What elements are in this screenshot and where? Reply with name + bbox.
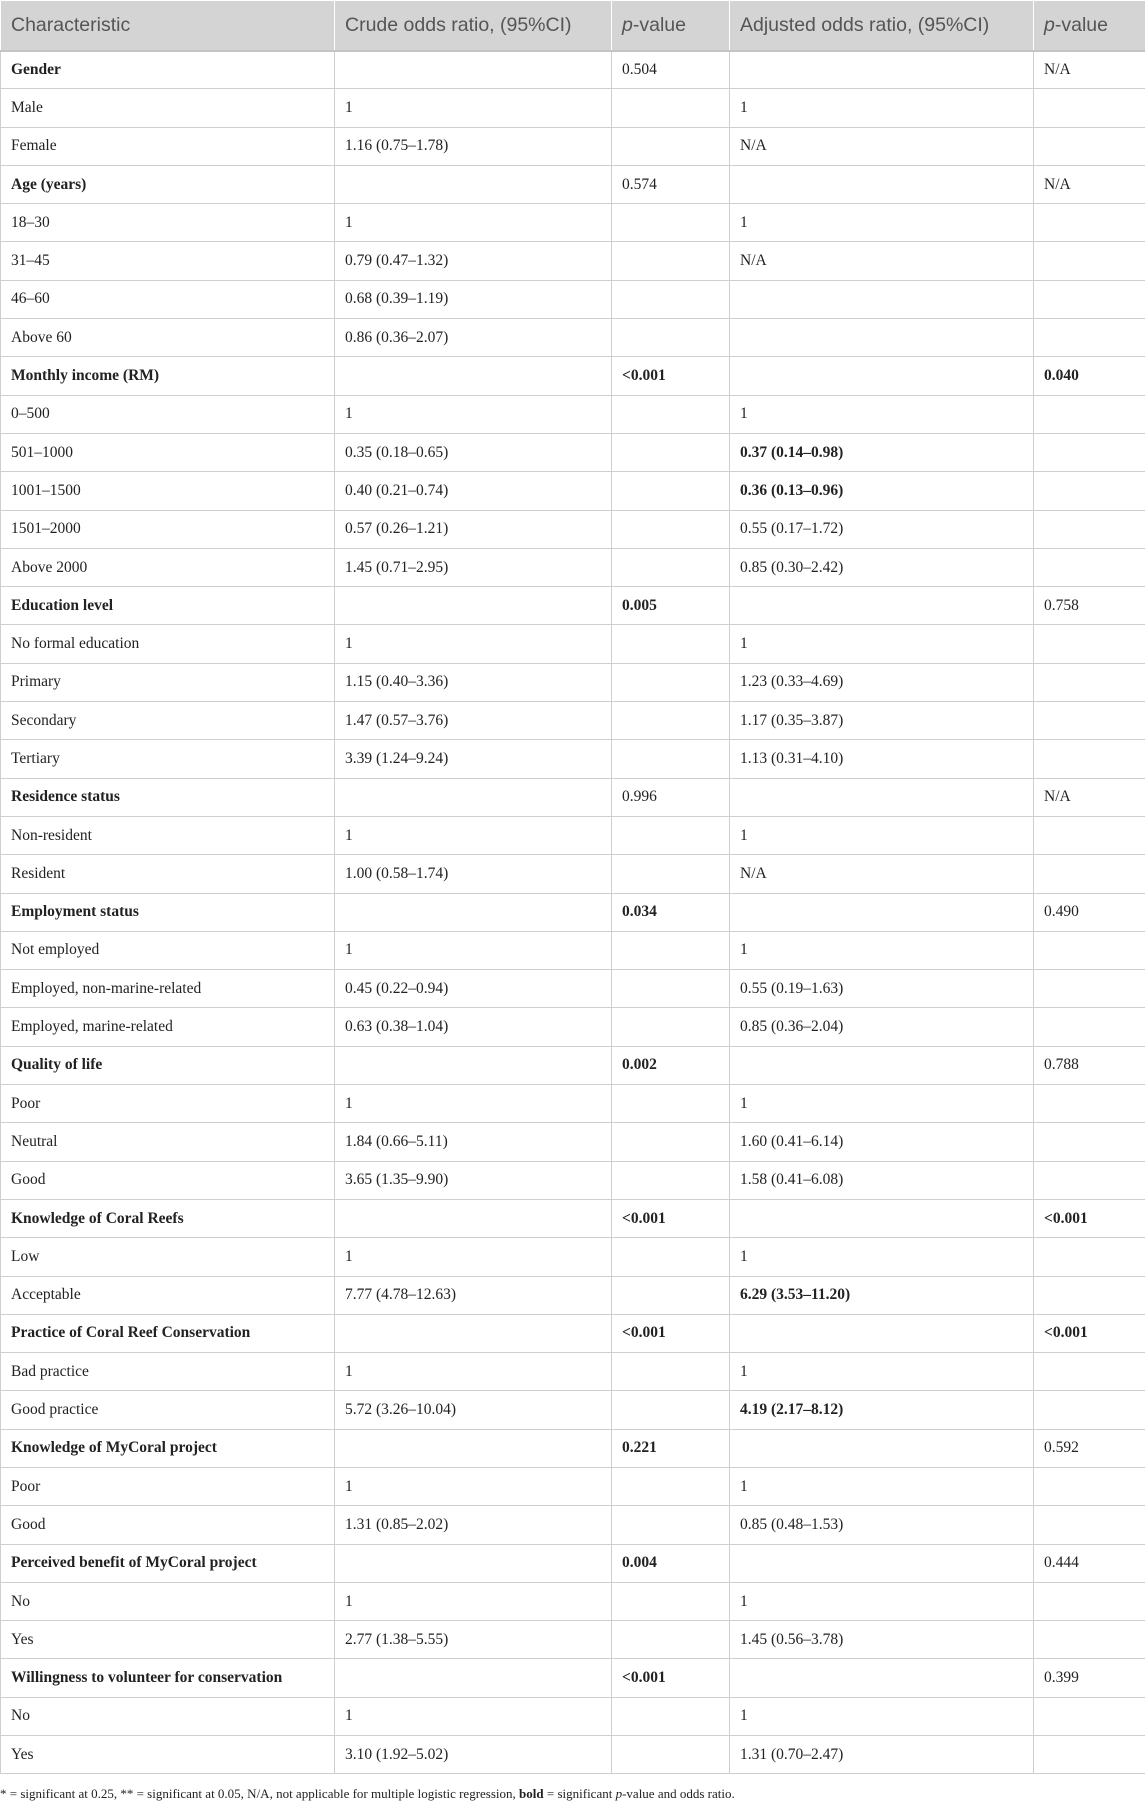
header-p-italic: p <box>1044 13 1055 36</box>
cell-adjusted-odds-ratio <box>730 280 1034 318</box>
table-row <box>1 816 1145 854</box>
cell-characteristic: Poor <box>1 1467 335 1505</box>
cell-crude-odds-ratio: 7.77 (4.78–12.63) <box>335 1276 612 1314</box>
cell-characteristic: 1501–2000 <box>1 510 335 548</box>
cell-adjusted-odds-ratio: 1 <box>730 395 1034 433</box>
cell-crude-odds-ratio: 1 <box>335 1582 612 1620</box>
cell-crude-odds-ratio: 0.40 (0.21–0.74) <box>335 472 612 510</box>
cell-crude-odds-ratio: 3.39 (1.24–9.24) <box>335 740 612 778</box>
header-adjusted-odds-ratio: Adjusted odds ratio, (95%CI) <box>730 1 1034 51</box>
cell-adjusted-odds-ratio: 1 <box>730 89 1034 127</box>
cell-characteristic: 31–45 <box>1 242 335 280</box>
cell-adjusted-odds-ratio: 1 <box>730 1582 1034 1620</box>
cell-crude-odds-ratio <box>335 1314 612 1352</box>
cell-adjusted-p-value <box>1034 280 1145 318</box>
cell-adjusted-p-value <box>1034 395 1145 433</box>
cell-characteristic: 18–30 <box>1 204 335 242</box>
table-row-category <box>1 1199 1145 1237</box>
cell-adjusted-odds-ratio <box>730 893 1034 931</box>
cell-characteristic: Perceived benefit of MyCoral project <box>1 1544 335 1582</box>
header-crude-odds-ratio: Crude odds ratio, (95%CI) <box>335 1 612 51</box>
cell-crude-odds-ratio <box>335 587 612 625</box>
table-row <box>1 1506 1145 1544</box>
cell-characteristic: 0–500 <box>1 395 335 433</box>
cell-crude-p-value <box>612 1238 730 1276</box>
cell-adjusted-p-value <box>1034 970 1145 1008</box>
table-row <box>1 1697 1145 1735</box>
cell-crude-p-value <box>612 1621 730 1659</box>
cell-crude-odds-ratio: 1.45 (0.71–2.95) <box>335 548 612 586</box>
cell-crude-p-value <box>612 702 730 740</box>
cell-adjusted-odds-ratio: N/A <box>730 242 1034 280</box>
cell-adjusted-odds-ratio: 1 <box>730 931 1034 969</box>
header-characteristic: Characteristic <box>1 1 335 51</box>
cell-crude-p-value <box>612 816 730 854</box>
table-row <box>1 89 1145 127</box>
table-row <box>1 242 1145 280</box>
cell-characteristic: 501–1000 <box>1 433 335 471</box>
table-row-category <box>1 1544 1145 1582</box>
table-row <box>1 1467 1145 1505</box>
cell-adjusted-p-value <box>1034 1085 1145 1123</box>
cell-crude-p-value <box>612 472 730 510</box>
cell-adjusted-odds-ratio <box>730 778 1034 816</box>
footnote-text: * = significant at 0.25, ** = significant at 0.05, N/A, not applicable for multiple logistic regression, <box>0 1786 520 1802</box>
table-row <box>1 1161 1145 1199</box>
cell-characteristic: Employed, non-marine-related <box>1 970 335 1008</box>
cell-crude-p-value <box>612 204 730 242</box>
table-row <box>1 625 1145 663</box>
cell-characteristic: Non-resident <box>1 816 335 854</box>
table-row <box>1 319 1145 357</box>
cell-crude-p-value <box>612 1736 730 1774</box>
cell-crude-odds-ratio: 0.86 (0.36–2.07) <box>335 319 612 357</box>
cell-adjusted-odds-ratio: 0.36 (0.13–0.96) <box>730 472 1034 510</box>
cell-adjusted-odds-ratio: 1 <box>730 1353 1034 1391</box>
cell-crude-odds-ratio <box>335 778 612 816</box>
cell-adjusted-p-value <box>1034 1391 1145 1429</box>
table-row <box>1 548 1145 586</box>
cell-adjusted-odds-ratio <box>730 1199 1034 1237</box>
cell-characteristic: Good <box>1 1161 335 1199</box>
cell-characteristic: Monthly income (RM) <box>1 357 335 395</box>
cell-crude-p-value <box>612 1008 730 1046</box>
cell-adjusted-p-value <box>1034 433 1145 471</box>
cell-characteristic: Acceptable <box>1 1276 335 1314</box>
cell-adjusted-odds-ratio <box>730 357 1034 395</box>
table-row <box>1 472 1145 510</box>
cell-crude-p-value: 0.504 <box>612 51 730 89</box>
cell-adjusted-odds-ratio: 0.55 (0.17–1.72) <box>730 510 1034 548</box>
table-row <box>1 127 1145 165</box>
table-body <box>1 51 1145 1774</box>
cell-characteristic: Tertiary <box>1 740 335 778</box>
cell-crude-odds-ratio: 1 <box>335 89 612 127</box>
cell-adjusted-odds-ratio <box>730 319 1034 357</box>
cell-adjusted-odds-ratio: 1 <box>730 1238 1034 1276</box>
cell-adjusted-p-value <box>1034 89 1145 127</box>
cell-crude-p-value <box>612 89 730 127</box>
table-row <box>1 702 1145 740</box>
cell-characteristic: Employed, marine-related <box>1 1008 335 1046</box>
cell-crude-p-value: 0.996 <box>612 778 730 816</box>
cell-characteristic: Knowledge of Coral Reefs <box>1 1199 335 1237</box>
cell-adjusted-p-value: N/A <box>1034 51 1145 89</box>
cell-characteristic: No <box>1 1582 335 1620</box>
cell-characteristic: Above 2000 <box>1 548 335 586</box>
header-p-rest: -value <box>632 13 686 36</box>
cell-characteristic: Practice of Coral Reef Conservation <box>1 1314 335 1352</box>
table-row <box>1 1621 1145 1659</box>
cell-characteristic: Age (years) <box>1 165 335 203</box>
cell-adjusted-p-value <box>1034 1582 1145 1620</box>
table-row-category <box>1 893 1145 931</box>
table-row <box>1 855 1145 893</box>
cell-adjusted-odds-ratio: 1 <box>730 1085 1034 1123</box>
cell-adjusted-odds-ratio: 1 <box>730 204 1034 242</box>
cell-adjusted-odds-ratio: 1 <box>730 1697 1034 1735</box>
cell-adjusted-p-value: 0.758 <box>1034 587 1145 625</box>
cell-adjusted-p-value <box>1034 1008 1145 1046</box>
cell-crude-odds-ratio: 3.65 (1.35–9.90) <box>335 1161 612 1199</box>
table-row <box>1 1238 1145 1276</box>
cell-crude-p-value <box>612 548 730 586</box>
cell-adjusted-p-value: 0.444 <box>1034 1544 1145 1582</box>
cell-crude-odds-ratio: 0.79 (0.47–1.32) <box>335 242 612 280</box>
cell-adjusted-odds-ratio: 1.60 (0.41–6.14) <box>730 1123 1034 1161</box>
cell-crude-odds-ratio <box>335 1544 612 1582</box>
table-row-category <box>1 51 1145 89</box>
table-row <box>1 1008 1145 1046</box>
header-crude-p-value <box>612 1 730 51</box>
cell-crude-odds-ratio: 1 <box>335 625 612 663</box>
header-p-rest: -value <box>1054 13 1108 36</box>
cell-adjusted-p-value <box>1034 1238 1145 1276</box>
cell-adjusted-p-value <box>1034 702 1145 740</box>
cell-crude-p-value <box>612 395 730 433</box>
cell-crude-odds-ratio: 1.31 (0.85–2.02) <box>335 1506 612 1544</box>
cell-crude-p-value <box>612 970 730 1008</box>
cell-adjusted-p-value <box>1034 855 1145 893</box>
cell-crude-p-value <box>612 1276 730 1314</box>
cell-characteristic: No <box>1 1697 335 1735</box>
cell-crude-p-value <box>612 1123 730 1161</box>
cell-adjusted-p-value <box>1034 510 1145 548</box>
cell-adjusted-p-value <box>1034 242 1145 280</box>
cell-adjusted-odds-ratio: 1.23 (0.33–4.69) <box>730 663 1034 701</box>
cell-crude-odds-ratio <box>335 893 612 931</box>
table-row <box>1 1276 1145 1314</box>
cell-crude-odds-ratio: 1 <box>335 816 612 854</box>
cell-crude-p-value <box>612 931 730 969</box>
table-row <box>1 510 1145 548</box>
table-row <box>1 1582 1145 1620</box>
cell-crude-p-value: 0.004 <box>612 1544 730 1582</box>
cell-adjusted-p-value <box>1034 472 1145 510</box>
table-row <box>1 931 1145 969</box>
cell-characteristic: Neutral <box>1 1123 335 1161</box>
cell-crude-odds-ratio <box>335 1429 612 1467</box>
cell-adjusted-odds-ratio <box>730 51 1034 89</box>
table-row <box>1 970 1145 1008</box>
cell-characteristic: Good practice <box>1 1391 335 1429</box>
cell-characteristic: Female <box>1 127 335 165</box>
cell-adjusted-p-value <box>1034 1506 1145 1544</box>
cell-adjusted-odds-ratio <box>730 1314 1034 1352</box>
cell-characteristic: Knowledge of MyCoral project <box>1 1429 335 1467</box>
cell-crude-odds-ratio: 5.72 (3.26–10.04) <box>335 1391 612 1429</box>
cell-adjusted-odds-ratio: 1.13 (0.31–4.10) <box>730 740 1034 778</box>
cell-crude-p-value: 0.005 <box>612 587 730 625</box>
cell-crude-odds-ratio <box>335 1199 612 1237</box>
cell-characteristic: Education level <box>1 587 335 625</box>
cell-crude-p-value <box>612 1391 730 1429</box>
cell-crude-odds-ratio: 0.68 (0.39–1.19) <box>335 280 612 318</box>
cell-adjusted-odds-ratio: 1.58 (0.41–6.08) <box>730 1161 1034 1199</box>
cell-adjusted-p-value <box>1034 1697 1145 1735</box>
cell-characteristic: Employment status <box>1 893 335 931</box>
cell-characteristic: Not employed <box>1 931 335 969</box>
header-row <box>1 1 1145 51</box>
cell-adjusted-odds-ratio: 4.19 (2.17–8.12) <box>730 1391 1034 1429</box>
cell-adjusted-p-value <box>1034 1467 1145 1505</box>
table-row <box>1 1391 1145 1429</box>
cell-adjusted-p-value: 0.592 <box>1034 1429 1145 1467</box>
cell-crude-odds-ratio: 1.16 (0.75–1.78) <box>335 127 612 165</box>
cell-characteristic: Bad practice <box>1 1353 335 1391</box>
cell-adjusted-p-value <box>1034 319 1145 357</box>
cell-characteristic: Secondary <box>1 702 335 740</box>
cell-adjusted-p-value: N/A <box>1034 165 1145 203</box>
cell-adjusted-p-value: <0.001 <box>1034 1199 1145 1237</box>
table-row-category <box>1 587 1145 625</box>
cell-crude-odds-ratio <box>335 1046 612 1084</box>
cell-crude-odds-ratio: 1 <box>335 1085 612 1123</box>
cell-crude-odds-ratio: 1 <box>335 1353 612 1391</box>
cell-crude-p-value: 0.002 <box>612 1046 730 1084</box>
cell-characteristic: Residence status <box>1 778 335 816</box>
table-row-category <box>1 778 1145 816</box>
cell-adjusted-p-value <box>1034 548 1145 586</box>
cell-characteristic: Quality of life <box>1 1046 335 1084</box>
cell-crude-p-value <box>612 319 730 357</box>
cell-characteristic: 46–60 <box>1 280 335 318</box>
cell-adjusted-p-value <box>1034 1621 1145 1659</box>
footnote-text: -value and odds ratio. <box>622 1786 735 1802</box>
cell-crude-p-value <box>612 663 730 701</box>
table-row-category <box>1 357 1145 395</box>
cell-crude-p-value: 0.221 <box>612 1429 730 1467</box>
table-row <box>1 433 1145 471</box>
cell-adjusted-p-value: 0.399 <box>1034 1659 1145 1697</box>
table-row <box>1 280 1145 318</box>
cell-crude-p-value: <0.001 <box>612 357 730 395</box>
cell-adjusted-p-value: 0.788 <box>1034 1046 1145 1084</box>
cell-adjusted-p-value <box>1034 127 1145 165</box>
cell-crude-odds-ratio <box>335 165 612 203</box>
cell-crude-p-value <box>612 1697 730 1735</box>
table-row <box>1 395 1145 433</box>
footnote-text: = significant <box>543 1786 616 1802</box>
cell-adjusted-odds-ratio: 0.55 (0.19–1.63) <box>730 970 1034 1008</box>
cell-adjusted-odds-ratio <box>730 1544 1034 1582</box>
cell-adjusted-odds-ratio: 6.29 (3.53–11.20) <box>730 1276 1034 1314</box>
cell-crude-p-value <box>612 127 730 165</box>
cell-adjusted-odds-ratio: 1 <box>730 816 1034 854</box>
cell-adjusted-p-value: <0.001 <box>1034 1314 1145 1352</box>
cell-crude-p-value <box>612 1506 730 1544</box>
cell-crude-odds-ratio: 1.84 (0.66–5.11) <box>335 1123 612 1161</box>
table-row <box>1 1085 1145 1123</box>
cell-crude-p-value <box>612 1085 730 1123</box>
cell-crude-odds-ratio: 0.57 (0.26–1.21) <box>335 510 612 548</box>
cell-crude-p-value <box>612 280 730 318</box>
cell-adjusted-p-value: N/A <box>1034 778 1145 816</box>
cell-adjusted-p-value <box>1034 1276 1145 1314</box>
footnote-bold: bold <box>519 1786 544 1802</box>
table-row <box>1 204 1145 242</box>
cell-adjusted-p-value <box>1034 816 1145 854</box>
cell-adjusted-odds-ratio: 0.85 (0.30–2.42) <box>730 548 1034 586</box>
cell-crude-p-value <box>612 1353 730 1391</box>
cell-characteristic: No formal education <box>1 625 335 663</box>
cell-adjusted-odds-ratio: N/A <box>730 855 1034 893</box>
cell-crude-p-value: <0.001 <box>612 1199 730 1237</box>
cell-characteristic: 1001–1500 <box>1 472 335 510</box>
cell-characteristic: Yes <box>1 1621 335 1659</box>
table-row-category <box>1 1314 1145 1352</box>
cell-adjusted-p-value <box>1034 1353 1145 1391</box>
cell-adjusted-p-value: 0.490 <box>1034 893 1145 931</box>
cell-crude-odds-ratio <box>335 1659 612 1697</box>
cell-crude-odds-ratio: 0.35 (0.18–0.65) <box>335 433 612 471</box>
cell-crude-p-value: 0.034 <box>612 893 730 931</box>
table-row <box>1 1736 1145 1774</box>
table-row-category <box>1 1046 1145 1084</box>
cell-crude-p-value <box>612 510 730 548</box>
cell-crude-p-value: <0.001 <box>612 1659 730 1697</box>
table-row <box>1 663 1145 701</box>
cell-characteristic: Yes <box>1 1736 335 1774</box>
cell-characteristic: Male <box>1 89 335 127</box>
cell-crude-p-value <box>612 625 730 663</box>
cell-characteristic: Above 60 <box>1 319 335 357</box>
cell-adjusted-odds-ratio <box>730 1046 1034 1084</box>
cell-characteristic: Primary <box>1 663 335 701</box>
cell-characteristic: Poor <box>1 1085 335 1123</box>
cell-crude-odds-ratio: 1 <box>335 931 612 969</box>
cell-crude-p-value <box>612 855 730 893</box>
cell-crude-odds-ratio: 0.63 (0.38–1.04) <box>335 1008 612 1046</box>
cell-crude-odds-ratio: 1.47 (0.57–3.76) <box>335 702 612 740</box>
cell-adjusted-odds-ratio: 0.37 (0.14–0.98) <box>730 433 1034 471</box>
cell-adjusted-p-value: 0.040 <box>1034 357 1145 395</box>
cell-adjusted-odds-ratio: 0.85 (0.36–2.04) <box>730 1008 1034 1046</box>
cell-crude-odds-ratio: 1 <box>335 1238 612 1276</box>
cell-crude-p-value <box>612 1161 730 1199</box>
cell-adjusted-p-value <box>1034 663 1145 701</box>
cell-adjusted-p-value <box>1034 1161 1145 1199</box>
cell-characteristic: Resident <box>1 855 335 893</box>
table-row <box>1 740 1145 778</box>
cell-adjusted-odds-ratio: 0.85 (0.48–1.53) <box>730 1506 1034 1544</box>
cell-characteristic: Gender <box>1 51 335 89</box>
cell-adjusted-odds-ratio: 1.45 (0.56–3.78) <box>730 1621 1034 1659</box>
cell-crude-odds-ratio: 2.77 (1.38–5.55) <box>335 1621 612 1659</box>
cell-crude-p-value <box>612 740 730 778</box>
cell-crude-odds-ratio: 1.00 (0.58–1.74) <box>335 855 612 893</box>
cell-characteristic: Low <box>1 1238 335 1276</box>
cell-adjusted-odds-ratio: 1 <box>730 1467 1034 1505</box>
cell-crude-p-value <box>612 1467 730 1505</box>
cell-crude-p-value <box>612 242 730 280</box>
cell-adjusted-odds-ratio <box>730 1429 1034 1467</box>
cell-crude-odds-ratio: 1.15 (0.40–3.36) <box>335 663 612 701</box>
footnote-italic: p <box>615 1786 623 1802</box>
cell-adjusted-odds-ratio: N/A <box>730 127 1034 165</box>
cell-crude-odds-ratio: 0.45 (0.22–0.94) <box>335 970 612 1008</box>
cell-characteristic: Willingness to volunteer for conservation <box>1 1659 335 1697</box>
table-row <box>1 1123 1145 1161</box>
table-header <box>1 1 1145 51</box>
cell-adjusted-p-value <box>1034 1736 1145 1774</box>
cell-adjusted-p-value <box>1034 931 1145 969</box>
cell-crude-p-value: <0.001 <box>612 1314 730 1352</box>
cell-adjusted-odds-ratio: 1.31 (0.70–2.47) <box>730 1736 1034 1774</box>
cell-adjusted-p-value <box>1034 1123 1145 1161</box>
cell-adjusted-p-value <box>1034 204 1145 242</box>
table-row-category <box>1 1429 1145 1467</box>
cell-crude-odds-ratio: 1 <box>335 395 612 433</box>
cell-crude-odds-ratio: 1 <box>335 1467 612 1505</box>
cell-adjusted-odds-ratio <box>730 165 1034 203</box>
cell-adjusted-odds-ratio <box>730 587 1034 625</box>
cell-crude-odds-ratio: 1 <box>335 1697 612 1735</box>
table-row-category <box>1 165 1145 203</box>
header-p-italic: p <box>622 13 633 36</box>
table-footnote <box>0 1774 1145 1802</box>
cell-crude-p-value <box>612 433 730 471</box>
cell-crude-p-value <box>612 1582 730 1620</box>
cell-crude-odds-ratio <box>335 51 612 89</box>
cell-crude-p-value: 0.574 <box>612 165 730 203</box>
cell-crude-odds-ratio: 1 <box>335 204 612 242</box>
table-row <box>1 1353 1145 1391</box>
cell-characteristic: Good <box>1 1506 335 1544</box>
header-adjusted-p-value <box>1034 1 1145 51</box>
table-row-category <box>1 1659 1145 1697</box>
cell-adjusted-odds-ratio: 1.17 (0.35–3.87) <box>730 702 1034 740</box>
cell-crude-odds-ratio <box>335 357 612 395</box>
cell-crude-odds-ratio: 3.10 (1.92–5.02) <box>335 1736 612 1774</box>
cell-adjusted-p-value <box>1034 740 1145 778</box>
cell-adjusted-odds-ratio: 1 <box>730 625 1034 663</box>
cell-adjusted-p-value <box>1034 625 1145 663</box>
cell-adjusted-odds-ratio <box>730 1659 1034 1697</box>
